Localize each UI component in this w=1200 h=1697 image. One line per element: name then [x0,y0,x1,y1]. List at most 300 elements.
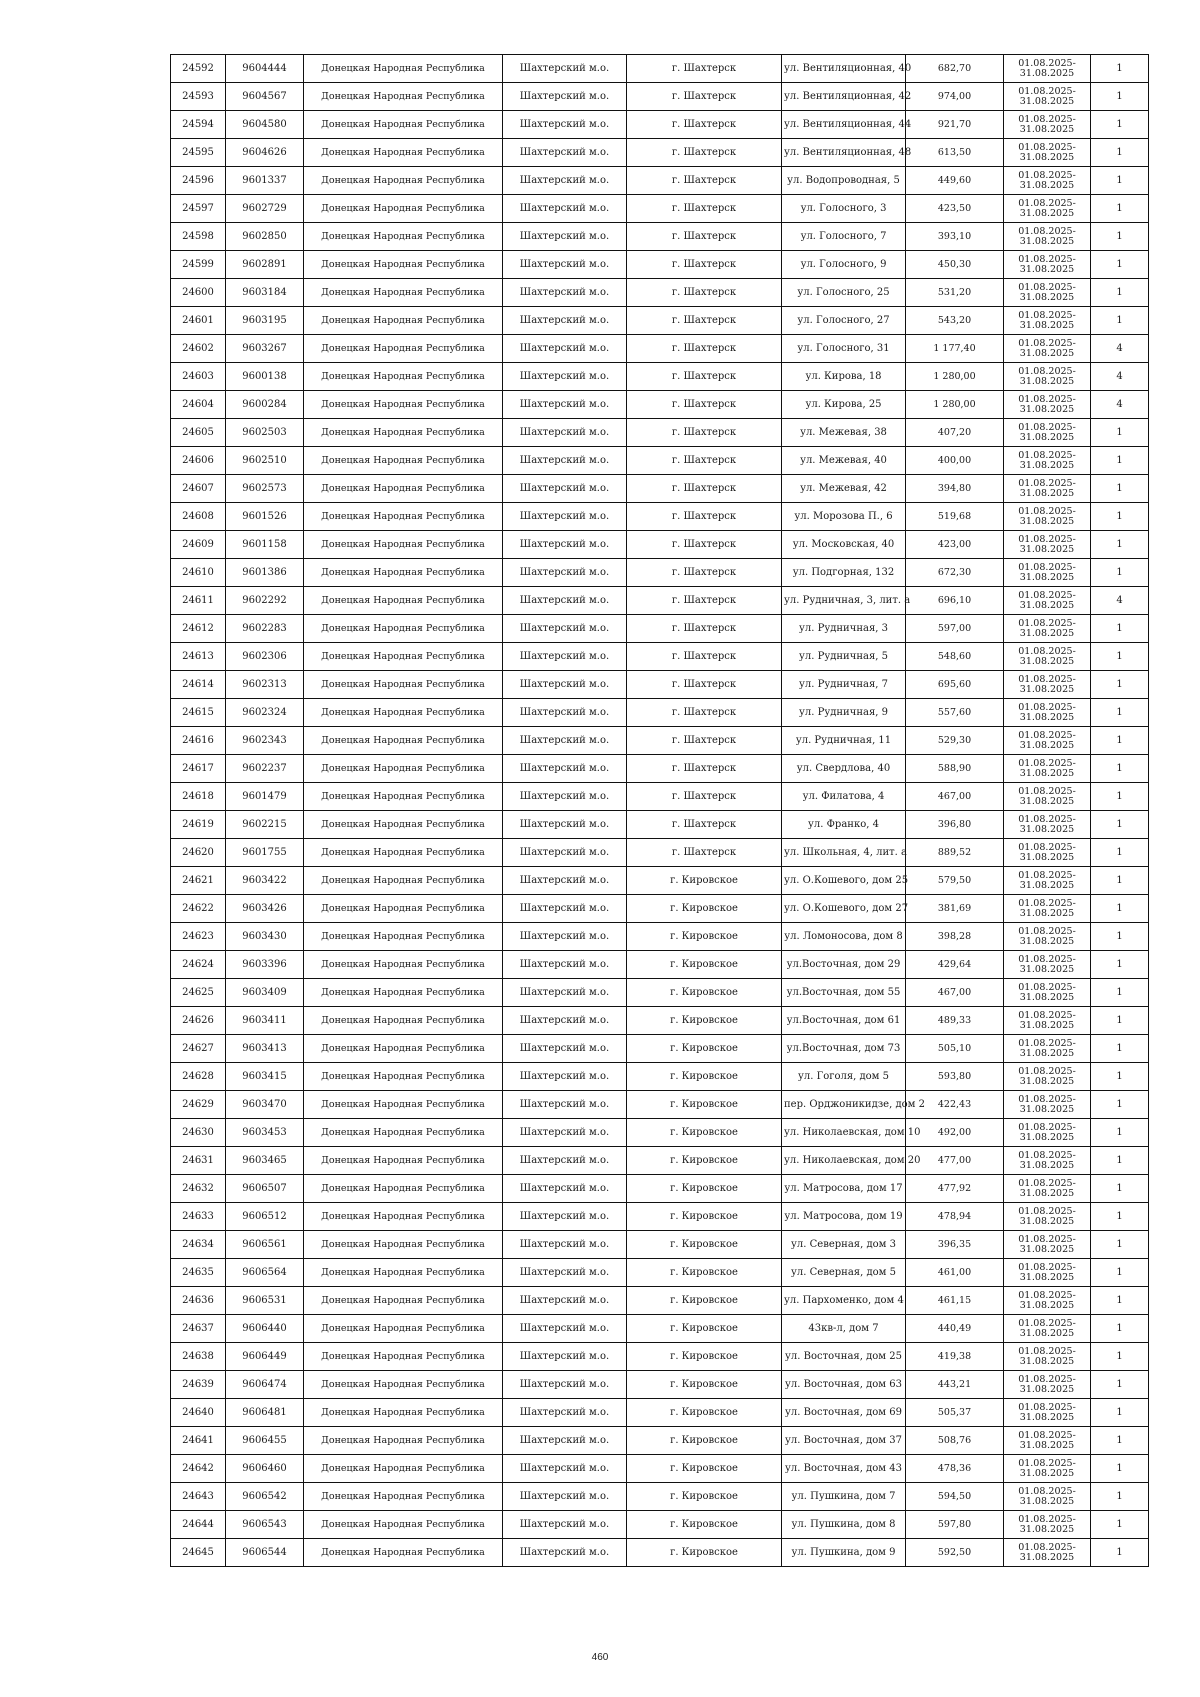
cell-row-number: 24595 [171,139,226,167]
cell-address: ул. Рудничная, 9 [782,699,906,727]
cell-period: 01.08.2025-31.08.2025 [1004,587,1091,615]
cell-address: ул. Вентиляционная, 48 [782,139,906,167]
cell-object-id: 9602343 [226,727,304,755]
cell-municipal-district: Шахтерский м.о. [503,811,627,839]
table-row [171,503,1149,531]
cell-locality: г. Шахтерск [627,643,782,671]
cell-area: 477,92 [906,1175,1004,1203]
cell-period: 01.08.2025-31.08.2025 [1004,503,1091,531]
cell-row-number: 24624 [171,951,226,979]
cell-locality: г. Шахтерск [627,811,782,839]
cell-municipal-district: Шахтерский м.о. [503,951,627,979]
cell-locality: г. Кировское [627,1427,782,1455]
cell-row-number: 24612 [171,615,226,643]
table-row [171,1063,1149,1091]
cell-municipal-district: Шахтерский м.о. [503,1315,627,1343]
cell-period: 01.08.2025-31.08.2025 [1004,1091,1091,1119]
cell-row-number: 24641 [171,1427,226,1455]
table-row [171,559,1149,587]
table-row [171,1259,1149,1287]
cell-area: 593,80 [906,1063,1004,1091]
cell-period: 01.08.2025-31.08.2025 [1004,1175,1091,1203]
cell-period: 01.08.2025-31.08.2025 [1004,55,1091,83]
cell-municipal-district: Шахтерский м.о. [503,307,627,335]
cell-count: 1 [1091,1147,1149,1175]
table-row [171,587,1149,615]
cell-region: Донецкая Народная Республика [304,139,503,167]
cell-locality: г. Шахтерск [627,83,782,111]
cell-count: 1 [1091,55,1149,83]
cell-row-number: 24623 [171,923,226,951]
cell-object-id: 9604626 [226,139,304,167]
cell-area: 396,35 [906,1231,1004,1259]
cell-municipal-district: Шахтерский м.о. [503,1147,627,1175]
table-row [171,1483,1149,1511]
cell-region: Донецкая Народная Республика [304,307,503,335]
cell-count: 1 [1091,671,1149,699]
cell-region: Донецкая Народная Республика [304,1343,503,1371]
cell-region: Донецкая Народная Республика [304,979,503,1007]
table-row [171,111,1149,139]
table-body [171,55,1149,1567]
cell-municipal-district: Шахтерский м.о. [503,1231,627,1259]
table-row [171,867,1149,895]
cell-count: 1 [1091,1259,1149,1287]
cell-locality: г. Шахтерск [627,475,782,503]
cell-municipal-district: Шахтерский м.о. [503,1203,627,1231]
cell-area: 1 177,40 [906,335,1004,363]
cell-object-id: 9602283 [226,615,304,643]
cell-municipal-district: Шахтерский м.о. [503,671,627,699]
table-row [171,167,1149,195]
cell-object-id: 9606474 [226,1371,304,1399]
cell-count: 1 [1091,783,1149,811]
cell-locality: г. Шахтерск [627,139,782,167]
cell-region: Донецкая Народная Республика [304,1091,503,1119]
cell-locality: г. Шахтерск [627,251,782,279]
cell-address: ул. Рудничная, 3, лит. а [782,587,906,615]
cell-locality: г. Шахтерск [627,307,782,335]
cell-period: 01.08.2025-31.08.2025 [1004,867,1091,895]
cell-count: 4 [1091,391,1149,419]
table-row [171,83,1149,111]
cell-period: 01.08.2025-31.08.2025 [1004,307,1091,335]
cell-municipal-district: Шахтерский м.о. [503,419,627,447]
cell-period: 01.08.2025-31.08.2025 [1004,811,1091,839]
cell-area: 1 280,00 [906,391,1004,419]
cell-count: 1 [1091,307,1149,335]
cell-region: Донецкая Народная Республика [304,811,503,839]
table-row [171,139,1149,167]
cell-address: пер. Орджоникидзе, дом 2 [782,1091,906,1119]
cell-municipal-district: Шахтерский м.о. [503,111,627,139]
cell-object-id: 9603470 [226,1091,304,1119]
cell-region: Донецкая Народная Республика [304,447,503,475]
cell-region: Донецкая Народная Республика [304,503,503,531]
cell-period: 01.08.2025-31.08.2025 [1004,979,1091,1007]
cell-address: ул. Голосного, 7 [782,223,906,251]
cell-area: 492,00 [906,1119,1004,1147]
cell-row-number: 24608 [171,503,226,531]
cell-object-id: 9606449 [226,1343,304,1371]
cell-object-id: 9603411 [226,1007,304,1035]
cell-region: Донецкая Народная Республика [304,1147,503,1175]
cell-locality: г. Шахтерск [627,531,782,559]
cell-address: ул. Пушкина, дом 8 [782,1511,906,1539]
cell-region: Донецкая Народная Республика [304,867,503,895]
table-row [171,1231,1149,1259]
cell-area: 974,00 [906,83,1004,111]
cell-region: Донецкая Народная Республика [304,223,503,251]
table-row [171,839,1149,867]
cell-object-id: 9602891 [226,251,304,279]
cell-area: 449,60 [906,167,1004,195]
cell-period: 01.08.2025-31.08.2025 [1004,251,1091,279]
cell-count: 1 [1091,83,1149,111]
cell-row-number: 24607 [171,475,226,503]
cell-address: ул. Голосного, 3 [782,195,906,223]
cell-area: 381,69 [906,895,1004,923]
cell-object-id: 9603453 [226,1119,304,1147]
cell-area: 423,00 [906,531,1004,559]
cell-row-number: 24639 [171,1371,226,1399]
cell-locality: г. Кировское [627,1343,782,1371]
table-row [171,1343,1149,1371]
cell-row-number: 24598 [171,223,226,251]
cell-locality: г. Шахтерск [627,755,782,783]
cell-locality: г. Кировское [627,923,782,951]
cell-area: 505,37 [906,1399,1004,1427]
cell-row-number: 24593 [171,83,226,111]
cell-municipal-district: Шахтерский м.о. [503,391,627,419]
cell-period: 01.08.2025-31.08.2025 [1004,671,1091,699]
cell-row-number: 24616 [171,727,226,755]
cell-object-id: 9602292 [226,587,304,615]
cell-count: 1 [1091,979,1149,1007]
cell-area: 443,21 [906,1371,1004,1399]
cell-count: 1 [1091,1427,1149,1455]
cell-municipal-district: Шахтерский м.о. [503,839,627,867]
cell-object-id: 9602324 [226,699,304,727]
cell-count: 1 [1091,1007,1149,1035]
cell-area: 519,68 [906,503,1004,531]
page-number: 460 [591,1652,609,1663]
cell-region: Донецкая Народная Республика [304,1203,503,1231]
cell-address: ул. Московская, 40 [782,531,906,559]
cell-locality: г. Шахтерск [627,447,782,475]
cell-count: 1 [1091,1343,1149,1371]
cell-count: 4 [1091,335,1149,363]
cell-region: Донецкая Народная Республика [304,727,503,755]
cell-count: 1 [1091,1203,1149,1231]
cell-locality: г. Шахтерск [627,503,782,531]
cell-municipal-district: Шахтерский м.о. [503,1455,627,1483]
cell-period: 01.08.2025-31.08.2025 [1004,1231,1091,1259]
cell-municipal-district: Шахтерский м.о. [503,139,627,167]
cell-locality: г. Кировское [627,1371,782,1399]
cell-locality: г. Кировское [627,1231,782,1259]
cell-row-number: 24603 [171,363,226,391]
cell-object-id: 9606564 [226,1259,304,1287]
cell-object-id: 9603430 [226,923,304,951]
cell-period: 01.08.2025-31.08.2025 [1004,1455,1091,1483]
cell-object-id: 9601386 [226,559,304,587]
cell-region: Донецкая Народная Республика [304,1231,503,1259]
table-row [171,1175,1149,1203]
table-row [171,447,1149,475]
cell-region: Донецкая Народная Республика [304,1063,503,1091]
cell-region: Донецкая Народная Республика [304,1371,503,1399]
cell-municipal-district: Шахтерский м.о. [503,867,627,895]
cell-municipal-district: Шахтерский м.о. [503,1399,627,1427]
cell-row-number: 24615 [171,699,226,727]
cell-row-number: 24643 [171,1483,226,1511]
cell-address: ул. О.Кошевого, дом 25 [782,867,906,895]
cell-region: Донецкая Народная Республика [304,671,503,699]
cell-count: 1 [1091,1119,1149,1147]
cell-area: 588,90 [906,755,1004,783]
cell-municipal-district: Шахтерский м.о. [503,643,627,671]
cell-period: 01.08.2025-31.08.2025 [1004,1063,1091,1091]
cell-area: 696,10 [906,587,1004,615]
cell-address: ул. Матросова, дом 19 [782,1203,906,1231]
cell-address: ул. Голосного, 9 [782,251,906,279]
cell-object-id: 9606440 [226,1315,304,1343]
cell-locality: г. Шахтерск [627,419,782,447]
cell-region: Донецкая Народная Республика [304,1483,503,1511]
cell-address: ул. Вентиляционная, 44 [782,111,906,139]
cell-object-id: 9602215 [226,811,304,839]
cell-period: 01.08.2025-31.08.2025 [1004,1287,1091,1315]
cell-count: 1 [1091,839,1149,867]
cell-region: Донецкая Народная Республика [304,1175,503,1203]
cell-address: ул. Рудничная, 11 [782,727,906,755]
cell-address: ул. Северная, дом 5 [782,1259,906,1287]
cell-region: Донецкая Народная Республика [304,279,503,307]
cell-address: ул. Голосного, 27 [782,307,906,335]
cell-count: 1 [1091,811,1149,839]
cell-row-number: 24605 [171,419,226,447]
cell-municipal-district: Шахтерский м.о. [503,1371,627,1399]
cell-period: 01.08.2025-31.08.2025 [1004,139,1091,167]
cell-region: Донецкая Народная Республика [304,363,503,391]
cell-municipal-district: Шахтерский м.о. [503,475,627,503]
cell-area: 548,60 [906,643,1004,671]
cell-municipal-district: Шахтерский м.о. [503,167,627,195]
cell-municipal-district: Шахтерский м.о. [503,1175,627,1203]
cell-object-id: 9606542 [226,1483,304,1511]
table-row [171,1007,1149,1035]
cell-municipal-district: Шахтерский м.о. [503,1119,627,1147]
cell-area: 579,50 [906,867,1004,895]
cell-period: 01.08.2025-31.08.2025 [1004,727,1091,755]
cell-count: 1 [1091,1315,1149,1343]
cell-area: 508,76 [906,1427,1004,1455]
cell-area: 440,49 [906,1315,1004,1343]
cell-locality: г. Кировское [627,1315,782,1343]
cell-area: 529,30 [906,727,1004,755]
cell-region: Донецкая Народная Республика [304,531,503,559]
cell-municipal-district: Шахтерский м.о. [503,783,627,811]
cell-area: 400,00 [906,447,1004,475]
table-row [171,223,1149,251]
cell-row-number: 24600 [171,279,226,307]
cell-address: ул. О.Кошевого, дом 27 [782,895,906,923]
cell-area: 467,00 [906,783,1004,811]
cell-locality: г. Кировское [627,1063,782,1091]
cell-region: Донецкая Народная Республика [304,195,503,223]
cell-count: 1 [1091,699,1149,727]
cell-municipal-district: Шахтерский м.о. [503,1511,627,1539]
cell-locality: г. Кировское [627,1119,782,1147]
cell-object-id: 9603396 [226,951,304,979]
cell-object-id: 9604580 [226,111,304,139]
cell-row-number: 24594 [171,111,226,139]
table-row [171,475,1149,503]
cell-area: 597,00 [906,615,1004,643]
table-row [171,755,1149,783]
table-row [171,1119,1149,1147]
cell-row-number: 24628 [171,1063,226,1091]
cell-address: ул. Межевая, 42 [782,475,906,503]
table-row [171,279,1149,307]
table-row [171,1371,1149,1399]
cell-row-number: 24604 [171,391,226,419]
cell-municipal-district: Шахтерский м.о. [503,1483,627,1511]
cell-region: Донецкая Народная Республика [304,1119,503,1147]
cell-address: ул. Кирова, 25 [782,391,906,419]
cell-count: 1 [1091,1231,1149,1259]
cell-address: ул.Восточная, дом 73 [782,1035,906,1063]
cell-address: ул. Голосного, 25 [782,279,906,307]
cell-row-number: 24614 [171,671,226,699]
cell-locality: г. Кировское [627,1259,782,1287]
table-row [171,391,1149,419]
table-row [171,195,1149,223]
cell-municipal-district: Шахтерский м.о. [503,755,627,783]
cell-object-id: 9602237 [226,755,304,783]
cell-municipal-district: Шахтерский м.о. [503,699,627,727]
cell-locality: г. Кировское [627,867,782,895]
cell-address: ул. Франко, 4 [782,811,906,839]
cell-period: 01.08.2025-31.08.2025 [1004,1539,1091,1567]
cell-municipal-district: Шахтерский м.о. [503,195,627,223]
cell-region: Донецкая Народная Республика [304,699,503,727]
cell-count: 1 [1091,1091,1149,1119]
cell-region: Донецкая Народная Республика [304,167,503,195]
cell-period: 01.08.2025-31.08.2025 [1004,923,1091,951]
cell-area: 505,10 [906,1035,1004,1063]
cell-object-id: 9603409 [226,979,304,1007]
cell-area: 1 280,00 [906,363,1004,391]
cell-area: 889,52 [906,839,1004,867]
cell-region: Донецкая Народная Республика [304,587,503,615]
cell-region: Донецкая Народная Республика [304,615,503,643]
cell-count: 1 [1091,923,1149,951]
cell-count: 1 [1091,895,1149,923]
cell-locality: г. Кировское [627,895,782,923]
cell-period: 01.08.2025-31.08.2025 [1004,335,1091,363]
cell-count: 1 [1091,1063,1149,1091]
cell-object-id: 9606507 [226,1175,304,1203]
cell-object-id: 9603422 [226,867,304,895]
cell-locality: г. Шахтерск [627,363,782,391]
cell-period: 01.08.2025-31.08.2025 [1004,1371,1091,1399]
cell-area: 921,70 [906,111,1004,139]
cell-row-number: 24609 [171,531,226,559]
cell-region: Донецкая Народная Республика [304,895,503,923]
cell-address: ул. Матросова, дом 17 [782,1175,906,1203]
cell-municipal-district: Шахтерский м.о. [503,447,627,475]
cell-address: ул. Школьная, 4, лит. а [782,839,906,867]
cell-area: 478,94 [906,1203,1004,1231]
cell-locality: г. Шахтерск [627,839,782,867]
cell-object-id: 9602850 [226,223,304,251]
cell-address: ул. Голосного, 31 [782,335,906,363]
cell-period: 01.08.2025-31.08.2025 [1004,475,1091,503]
cell-object-id: 9606512 [226,1203,304,1231]
table-row [171,783,1149,811]
table-row [171,615,1149,643]
cell-address: ул. Восточная, дом 37 [782,1427,906,1455]
cell-locality: г. Шахтерск [627,615,782,643]
cell-count: 1 [1091,1399,1149,1427]
cell-address: ул. Николаевская, дом 20 [782,1147,906,1175]
cell-area: 478,36 [906,1455,1004,1483]
cell-region: Донецкая Народная Республика [304,1539,503,1567]
cell-count: 1 [1091,1287,1149,1315]
cell-area: 672,30 [906,559,1004,587]
cell-count: 4 [1091,587,1149,615]
cell-region: Донецкая Народная Республика [304,951,503,979]
cell-object-id: 9604444 [226,55,304,83]
cell-region: Донецкая Народная Республика [304,111,503,139]
cell-row-number: 24617 [171,755,226,783]
cell-row-number: 24611 [171,587,226,615]
cell-area: 557,60 [906,699,1004,727]
cell-municipal-district: Шахтерский м.о. [503,1427,627,1455]
cell-row-number: 24626 [171,1007,226,1035]
cell-count: 1 [1091,531,1149,559]
cell-object-id: 9602503 [226,419,304,447]
cell-object-id: 9606543 [226,1511,304,1539]
cell-row-number: 24610 [171,559,226,587]
cell-period: 01.08.2025-31.08.2025 [1004,895,1091,923]
cell-period: 01.08.2025-31.08.2025 [1004,223,1091,251]
table-row [171,979,1149,1007]
cell-area: 594,50 [906,1483,1004,1511]
cell-period: 01.08.2025-31.08.2025 [1004,1203,1091,1231]
cell-locality: г. Шахтерск [627,111,782,139]
cell-municipal-district: Шахтерский м.о. [503,531,627,559]
cell-address: ул. Морозова П., 6 [782,503,906,531]
cell-address: ул.Восточная, дом 55 [782,979,906,1007]
cell-locality: г. Шахтерск [627,699,782,727]
cell-region: Донецкая Народная Республика [304,559,503,587]
table-row [171,1287,1149,1315]
cell-period: 01.08.2025-31.08.2025 [1004,1427,1091,1455]
cell-area: 398,28 [906,923,1004,951]
cell-area: 613,50 [906,139,1004,167]
cell-address: ул.Восточная, дом 61 [782,1007,906,1035]
cell-area: 407,20 [906,419,1004,447]
cell-row-number: 24645 [171,1539,226,1567]
cell-row-number: 24634 [171,1231,226,1259]
cell-municipal-district: Шахтерский м.о. [503,1287,627,1315]
cell-address: ул. Свердлова, 40 [782,755,906,783]
cell-row-number: 24618 [171,783,226,811]
cell-count: 1 [1091,111,1149,139]
